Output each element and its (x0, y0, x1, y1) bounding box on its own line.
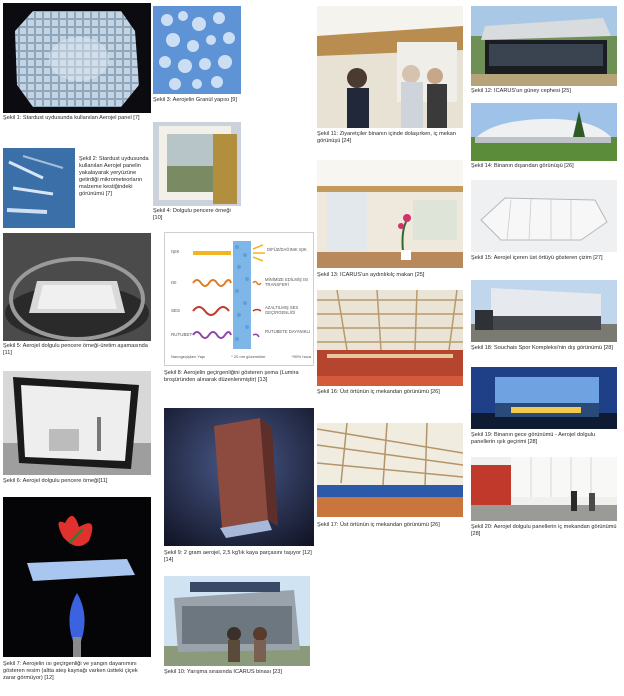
legend-item: * 20 nm gözenekler (231, 354, 266, 359)
icarus-interior-image (317, 160, 463, 268)
caption-figure-14: Şekil 14: Binanın dışarıdan görünüşü [26] (471, 163, 574, 169)
legend-item: Nanogeçişken Yapı (171, 354, 206, 359)
roof-drawing-image (471, 180, 617, 252)
caption-figure-11: Şekil 11: Ziyaretçiler binanın içinde dolaşırken, iç mekan görünüşü [24] (317, 131, 456, 144)
caption-figure-13: Şekil 13: ICARUS'un aydınlıkılç makarı [25] (317, 272, 425, 278)
filled-window-image (3, 371, 151, 475)
caption-figure-7: Şekil 7: Aerojelin ısı geçirgenliği ve yangın dayanımını gösteren resim (altta ateş kaynağı varken üstteki çiçek zarar görmüyor) [12] (3, 661, 138, 681)
roof-interior-image-1 (317, 290, 463, 386)
figure-19 (471, 367, 617, 429)
figure-6 (3, 371, 151, 475)
aerogel-holding-brick-image (164, 408, 314, 546)
roof-interior-image-2 (317, 423, 463, 517)
figure-17 (317, 423, 463, 517)
caption-figure-15: Şekil 15: Aerojel içeren üst örtüyü gösteren çizim [27] (471, 255, 603, 261)
caption-figure-18: Şekil 18: Souchais Spor Kompleksi'nin dış görünümü [28] (471, 345, 613, 351)
figure-11 (317, 6, 463, 128)
fire-resistance-image (3, 497, 151, 657)
diagram-legend (171, 354, 311, 359)
figure-4 (153, 122, 241, 206)
figure-14 (471, 103, 617, 161)
visitors-interior-image (317, 6, 463, 128)
figure-8-diagram (164, 232, 314, 366)
caption-figure-16: Şekil 16: Üst örtünün iç mekandan görünümü [26] (317, 389, 440, 395)
building-exterior-image (471, 103, 617, 161)
figure-10 (164, 576, 310, 666)
figure-18 (471, 280, 617, 342)
caption-figure-4: Şekil 4: Dolgulu pencere örneği [10] (153, 208, 231, 221)
window-sample-image (153, 122, 241, 206)
caption-figure-2: Şekil 2: Stardust uydusunda kullanılan Aerojel panelin yakalayarak yeryüzüne getirdiği mikrometeorların malzeme kestiğindeki görünümü [7] (79, 156, 149, 197)
caption-figure-5: Şekil 5: Aerojel dolgulu pencere örneği-üretim aşamasında [11] (3, 343, 148, 356)
aerogel-panel-image (3, 3, 151, 113)
caption-figure-6: Şekil 6: Aerojel dolgulu pencere örneği[11] (3, 478, 108, 484)
figure-1 (3, 3, 151, 113)
diagram-label-light: IŞIK (171, 249, 180, 254)
figure-7 (3, 497, 151, 657)
caption-figure-3: Şekil 3: Aerojelin Granül yapısı [9] (153, 97, 237, 103)
caption-figure-19: Şekil 19: Binanın gece görünümü - Aerojel dolgulu panellerin ışık geçirimi [28] (471, 432, 596, 445)
caption-figure-9: Şekil 9: 2 gram aerojel, 2,5 kg'lık kaya parçasını taşıyor [12] [14] (164, 550, 312, 563)
diagram-result-moisture: RUTUBETE DAYANIKLI (265, 329, 310, 334)
legend-item: *95% hava (291, 354, 311, 359)
figure-13 (317, 160, 463, 268)
figure-12 (471, 6, 617, 86)
diagram-label-sound: SES (171, 308, 181, 313)
caption-figure-1: Şekil 1: Stardust uydusunda kullanılan Aerojel panel [7] (3, 115, 140, 121)
caption-figure-17: Şekil 17: Üst örtünün iç mekandan görünümü [26] (317, 522, 440, 528)
window-production-image (3, 233, 151, 341)
icarus-south-facade-image (471, 6, 617, 86)
figure-16 (317, 290, 463, 386)
transmittance-diagram (165, 233, 313, 365)
figure-15 (471, 180, 617, 252)
figure-20 (471, 457, 617, 521)
icarus-competition-image (164, 576, 310, 666)
diagram-result-light: DİFÜZ/DAĞINIK IŞIK (267, 247, 307, 252)
caption-figure-10: Şekil 10: Yarışma sırasında ICARUS binası [23] (164, 669, 282, 675)
diagram-result-heat: MİNİMİZE EDİLMİŞ ISI TRANSFERİ (265, 277, 309, 287)
caption-figure-12: Şekil 12: ICARUS'un güney cephesi [25] (471, 88, 571, 94)
night-view-image (471, 367, 617, 429)
granule-image (153, 6, 241, 94)
diagram-result-sound: AZALTILMIŞ SES GEÇİRGENLİĞİ (265, 305, 299, 315)
figure-9 (164, 408, 314, 546)
figure-5 (3, 233, 151, 341)
figure-3 (153, 6, 241, 94)
panels-interior-image (471, 457, 617, 521)
figure-2 (3, 148, 75, 228)
caption-figure-8: Şekil 8: Aerojelin geçirgenliğini gösteren şema (Lumira broşüründen alınarak düzenlenmiştir) [13] (164, 370, 299, 383)
diagram-label-moisture: RUTUBET (171, 332, 193, 337)
micrometeorite-tracks-image (3, 148, 75, 228)
caption-figure-20: Şekil 20: Aerojel dolgulu panellerin iç mekandan görünümü [28] (471, 524, 617, 537)
diagram-label-heat: ISI (171, 280, 177, 285)
souchais-exterior-image (471, 280, 617, 342)
